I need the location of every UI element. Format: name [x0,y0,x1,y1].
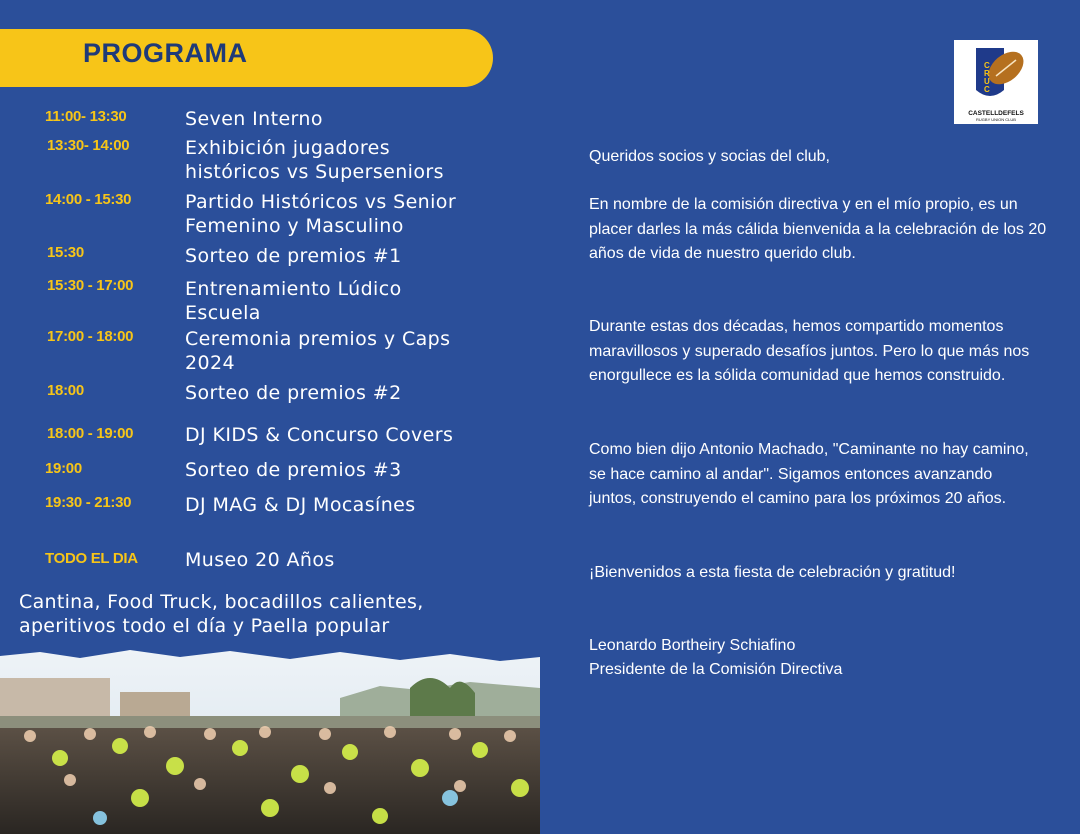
signature-title: Presidente de la Comisión Directiva [589,661,843,678]
logo-letters: CRUC [984,61,990,94]
team-photo [0,648,540,834]
schedule-event: Sorteo de premios #1 [185,245,402,267]
signature-name: Leonardo Bortheiry Schiafino [589,637,796,654]
schedule-time: 11:00- 13:30 [45,108,127,125]
letter-greeting: Queridos socios y socias del club, [589,148,830,165]
schedule-event: DJ MAG & DJ Mocasínes [185,494,416,516]
cantina-text: Cantina, Food Truck, bocadillos calientes, aperitivos todo el día y Paella popular [19,591,424,637]
schedule-time: 18:00 [47,382,84,399]
schedule-time: 15:30 [47,244,84,261]
schedule-event: DJ KIDS & Concurso Covers [185,424,454,446]
schedule-time: 19:00 [45,460,82,477]
letter-paragraph: Durante estas dos décadas, hemos compartido momentos maravillosos y superado desafíos juntos. Pero lo que más nos enorgullece es la sólida comunidad que hemos construido. [589,318,1030,384]
logo-subtitle: RUGBY UNION CLUB [976,117,1016,122]
schedule-time: 17:00 - 18:00 [47,328,134,345]
schedule-event: Sorteo de premios #2 [185,382,402,404]
schedule-event: Entrenamiento Lúdico Escuela [185,278,402,324]
schedule-event: Ceremonia premios y Caps 2024 [185,328,451,374]
schedule-event: Museo 20 Años [185,549,335,571]
logo-name: CASTELLDEFELS [968,110,1024,117]
schedule-time: 14:00 - 15:30 [45,191,132,208]
schedule-event: Seven Interno [185,108,323,130]
schedule-time: TODO EL DIA [45,550,138,567]
letter-paragraph: Como bien dijo Antonio Machado, "Caminante no hay camino, se hace camino al andar". Sigamos entonces avanzando juntos, construyendo el camino para los próximos 20 años. [589,441,1029,507]
letter-paragraph: En nombre de la comisión directiva y en el mío propio, es un placer darles la más cálida bienvenida a la celebración de los 20 años de vida de nuestro querido club. [589,196,1047,262]
program-title: PROGRAMA [83,38,248,68]
schedule-time: 18:00 - 19:00 [47,425,134,442]
schedule-time: 15:30 - 17:00 [47,277,134,294]
schedule-event: Partido Históricos vs Senior Femenino y Masculino [185,191,457,237]
schedule-event: Exhibición jugadores históricos vs Superseniors [185,137,444,183]
schedule-event: Sorteo de premios #3 [185,459,402,481]
letter-closing: ¡Bienvenidos a esta fiesta de celebración y gratitud! [589,564,956,581]
schedule-time: 19:30 - 21:30 [45,494,132,511]
club-logo [954,40,1038,124]
schedule-time: 13:30- 14:00 [47,137,130,154]
